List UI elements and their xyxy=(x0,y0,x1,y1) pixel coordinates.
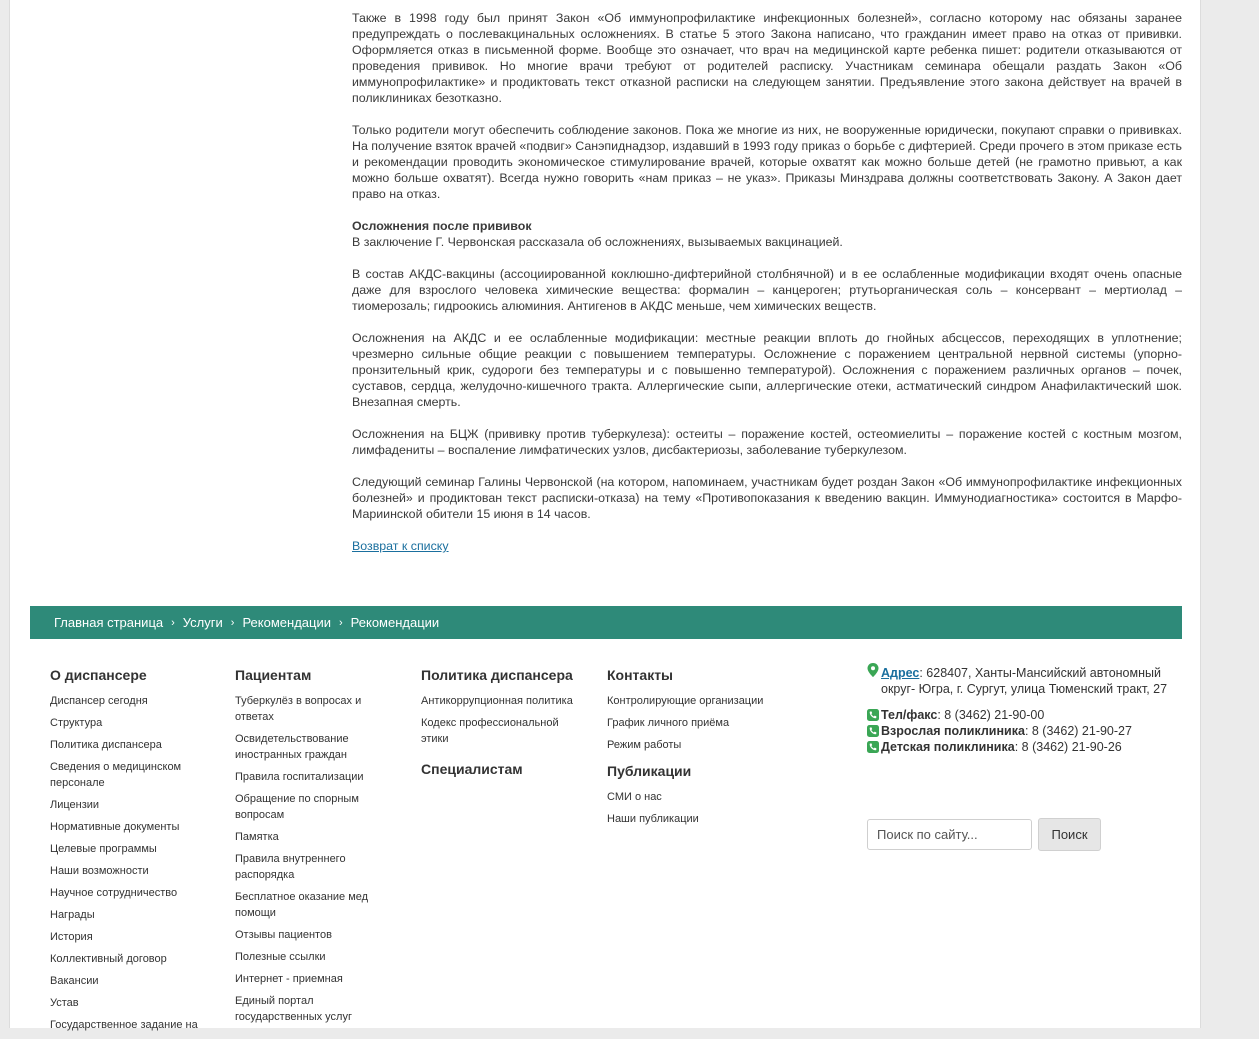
footer-link[interactable]: Наши возможности xyxy=(50,865,149,877)
footer-column-about xyxy=(50,667,220,1039)
breadcrumb-item-home[interactable]: Главная страница xyxy=(54,615,164,630)
breadcrumb-item-services[interactable]: Услуги xyxy=(182,615,223,630)
footer-link[interactable]: Интернет - приемная xyxy=(235,973,343,985)
chevron-right-icon: › xyxy=(338,616,343,629)
footer-link[interactable]: Полезные ссылки xyxy=(235,951,326,963)
footer-link[interactable]: Режим работы xyxy=(607,739,682,751)
adult-clinic-label: Взрослая поликлиника xyxy=(881,724,1025,738)
footer-link[interactable]: Единый портал государственных услуг xyxy=(235,995,352,1023)
footer-link[interactable]: СМИ о нас xyxy=(607,791,662,803)
footer-link[interactable]: Награды xyxy=(50,909,95,921)
phone-icon xyxy=(867,709,879,721)
footer-link[interactable]: Сведения о медицинском персонале xyxy=(50,761,182,789)
address-text: : 628407, Ханты-Мансийский автономный округ- Югра, г. Сургут, улица Тюменский тракт, 27 xyxy=(881,666,1168,696)
article-paragraph: Осложнения на АКДС и ее ослабленные модификации: местные реакции вплоть до гнойных абсцессов, переходящих в уплотнение; чрезмерно сильные общие реакции с повышением температуры. Осложнение с поражением центральной нервной системы (упорно-пронзительный крик, судороги без температуры и с повышенно температурой). Осложнения с поражением различных органов – почек, суставов, сердца, желудочно-кишечного тракта. Аллергические сыпи, аллергические отеки, астматический синдром Анафилактический шок. Внезапная смерть. xyxy=(352,331,1182,409)
article-paragraph: Осложнения на БЦЖ (прививку против туберкулеза): остеиты – поражение костей, остеомиелиты – поражение костей с костным мозгом, лимфадениты – воспаление лимфатических узлов, дисбактериозы, заболевание туберкулезом. xyxy=(352,427,1182,457)
phone-label: Тел/факс xyxy=(881,708,938,722)
footer-column-patients xyxy=(235,667,385,1031)
article-paragraph: Только родители могут обеспечить соблюдение законов. Пока же многие из них, не вооруженные юридически, покупают справки о прививках. На получение взяток врачей «подвиг» Санэпиднадзор, издавший в 1993 году приказ о борьбе с дифтерией. Среди прочего в этом приказе есть и рекомендации проводить экономическое стимулирование врачей, которые охватят как можно больше детей (не грамотно привьют, а как можно больше охватят). Всегда нужно говорить «нам приказ – не указ». Приказы Минздрава должны соответствовать Закону. А Закон дает право на отказ. xyxy=(352,123,1182,201)
phone-value: : 8 (3462) 21-90-00 xyxy=(937,708,1045,722)
phone-icon xyxy=(867,725,879,737)
chevron-right-icon: › xyxy=(171,616,175,629)
site-search xyxy=(867,818,1101,851)
article-paragraph: Также в 1998 году был принят Закон «Об иммунопрофилактике инфекционных болезней», согласно которому нас обязаны заранее предупреждать о послевакцинальных осложнениях. В статье 5 этого Закона написано, что гражданин имеет право на отказ от прививки. Оформляется отказ в письменной форме. Вообще это означает, что врач на медицинской карте ребенка пишет: родители отказываются от проведения прививок. Но многие врачи требуют от родителей расписку. Участникам семинара обещали раздать Закон «Об иммунопрофилактике» и продиктовать текст отказной расписки на следующем занятии. Предъявление этого закона действует на врачей в поликлиниках безотказно. xyxy=(352,11,1182,105)
footer-column-contacts xyxy=(607,667,782,833)
article-body xyxy=(352,10,1182,570)
footer-link[interactable]: Вакансии xyxy=(50,975,99,987)
footer-link[interactable]: График личного приёма xyxy=(607,717,730,729)
footer-link[interactable]: Контролирующие организации xyxy=(607,695,764,707)
footer-link[interactable]: Целевые программы xyxy=(50,843,157,855)
article-subheading: Осложнения после прививок xyxy=(352,219,532,233)
footer-link[interactable]: Диспансер сегодня xyxy=(50,695,148,707)
child-clinic-row xyxy=(867,739,1187,755)
footer-column-title-specialists[interactable]: Специалистам xyxy=(421,761,523,777)
breadcrumb xyxy=(30,606,1182,639)
page-container xyxy=(9,0,1201,1031)
footer-link[interactable]: Бесплатное оказание мед помощи xyxy=(235,891,369,919)
breadcrumb-item-current[interactable]: Рекомендации xyxy=(350,615,440,630)
footer-link[interactable]: Обращение по спорным вопросам xyxy=(235,793,359,821)
back-to-list-link[interactable]: Возврат к списку xyxy=(352,539,449,553)
footer-column-policy xyxy=(421,667,596,787)
footer-link[interactable]: Туберкулёз в вопросах и ответах xyxy=(235,695,362,723)
footer-link[interactable]: Наши публикации xyxy=(607,813,699,825)
footer-column-title-publications[interactable]: Публикации xyxy=(607,763,692,779)
article-section xyxy=(352,218,1182,250)
footer-column-title[interactable]: Пациентам xyxy=(235,667,312,683)
footer-link[interactable]: Лицензии xyxy=(50,799,100,811)
chevron-right-icon: › xyxy=(230,616,235,629)
footer-link[interactable]: История xyxy=(50,931,93,943)
address-link[interactable]: Адрес xyxy=(881,666,920,680)
footer-column-title[interactable]: Контакты xyxy=(607,667,674,683)
footer-column-title[interactable]: Политика диспансера xyxy=(421,667,573,683)
footer-link[interactable]: Научное сотрудничество xyxy=(50,887,178,899)
footer-link[interactable]: Политика диспансера xyxy=(50,739,162,751)
search-input[interactable] xyxy=(867,819,1032,850)
footer-link[interactable]: Антикоррупционная политика xyxy=(421,695,573,707)
address-row xyxy=(867,665,1187,697)
child-clinic-label: Детская поликлиника xyxy=(881,740,1015,754)
footer-link[interactable]: Памятка xyxy=(235,831,279,843)
footer-link[interactable]: Кодекс профессиональной этики xyxy=(421,717,559,745)
footer-column-title[interactable]: О диспансере xyxy=(50,667,147,683)
footer-link[interactable]: Освидетельствование иностранных граждан xyxy=(235,733,349,761)
footer-link[interactable]: Структура xyxy=(50,717,103,729)
footer-link[interactable]: Государственное задание на xyxy=(50,1019,198,1031)
footer-link[interactable]: Правила внутреннего распорядка xyxy=(235,853,346,881)
breadcrumb-item-recommendations[interactable]: Рекомендации xyxy=(242,615,331,630)
article-subheading-text: В заключение Г. Червонская рассказала об осложнениях, вызываемых вакцинацией. xyxy=(352,235,843,249)
article-paragraph: Следующий семинар Галины Червонской (на котором, напоминаем, участникам будет роздан Закон «Об иммунопрофилактике инфекционных болезней» и продиктован текст расписки-отказа) на тему «Противопоказания к введению вакцин. Иммунодиагностика» состоится в Марфо-Мариинской обители 15 июня в 14 часов. xyxy=(352,475,1182,521)
footer-link[interactable]: Отзывы пациентов xyxy=(235,929,332,941)
map-pin-icon xyxy=(867,663,879,677)
contacts-block xyxy=(867,665,1187,755)
adult-clinic-value: : 8 (3462) 21-90-27 xyxy=(1024,724,1132,738)
adult-clinic-row xyxy=(867,723,1187,739)
footer-link[interactable]: Нормативные документы xyxy=(50,821,180,833)
footer-link[interactable]: Правила госпитализации xyxy=(235,771,364,783)
phone-row xyxy=(867,707,1187,723)
phone-icon xyxy=(867,741,879,753)
search-button[interactable]: Поиск xyxy=(1038,818,1101,851)
footer-link[interactable]: Коллективный договор xyxy=(50,953,167,965)
article-paragraph: В состав АКДС-вакцины (ассоциированной коклюшно-дифтерийной столбнячной) и в ее ослабленные модификации входят очень опасные даже для взрослого человека химические вещества: формалин – канцероген; ртутьорганическая соль – консервант – мертиолад – тиомерозаль; гидроокись алюминия. Антигенов в АКДС меньше, чем химических веществ. xyxy=(352,267,1182,313)
child-clinic-value: : 8 (3462) 21-90-26 xyxy=(1014,740,1122,754)
footer-link[interactable]: Устав xyxy=(50,997,79,1009)
